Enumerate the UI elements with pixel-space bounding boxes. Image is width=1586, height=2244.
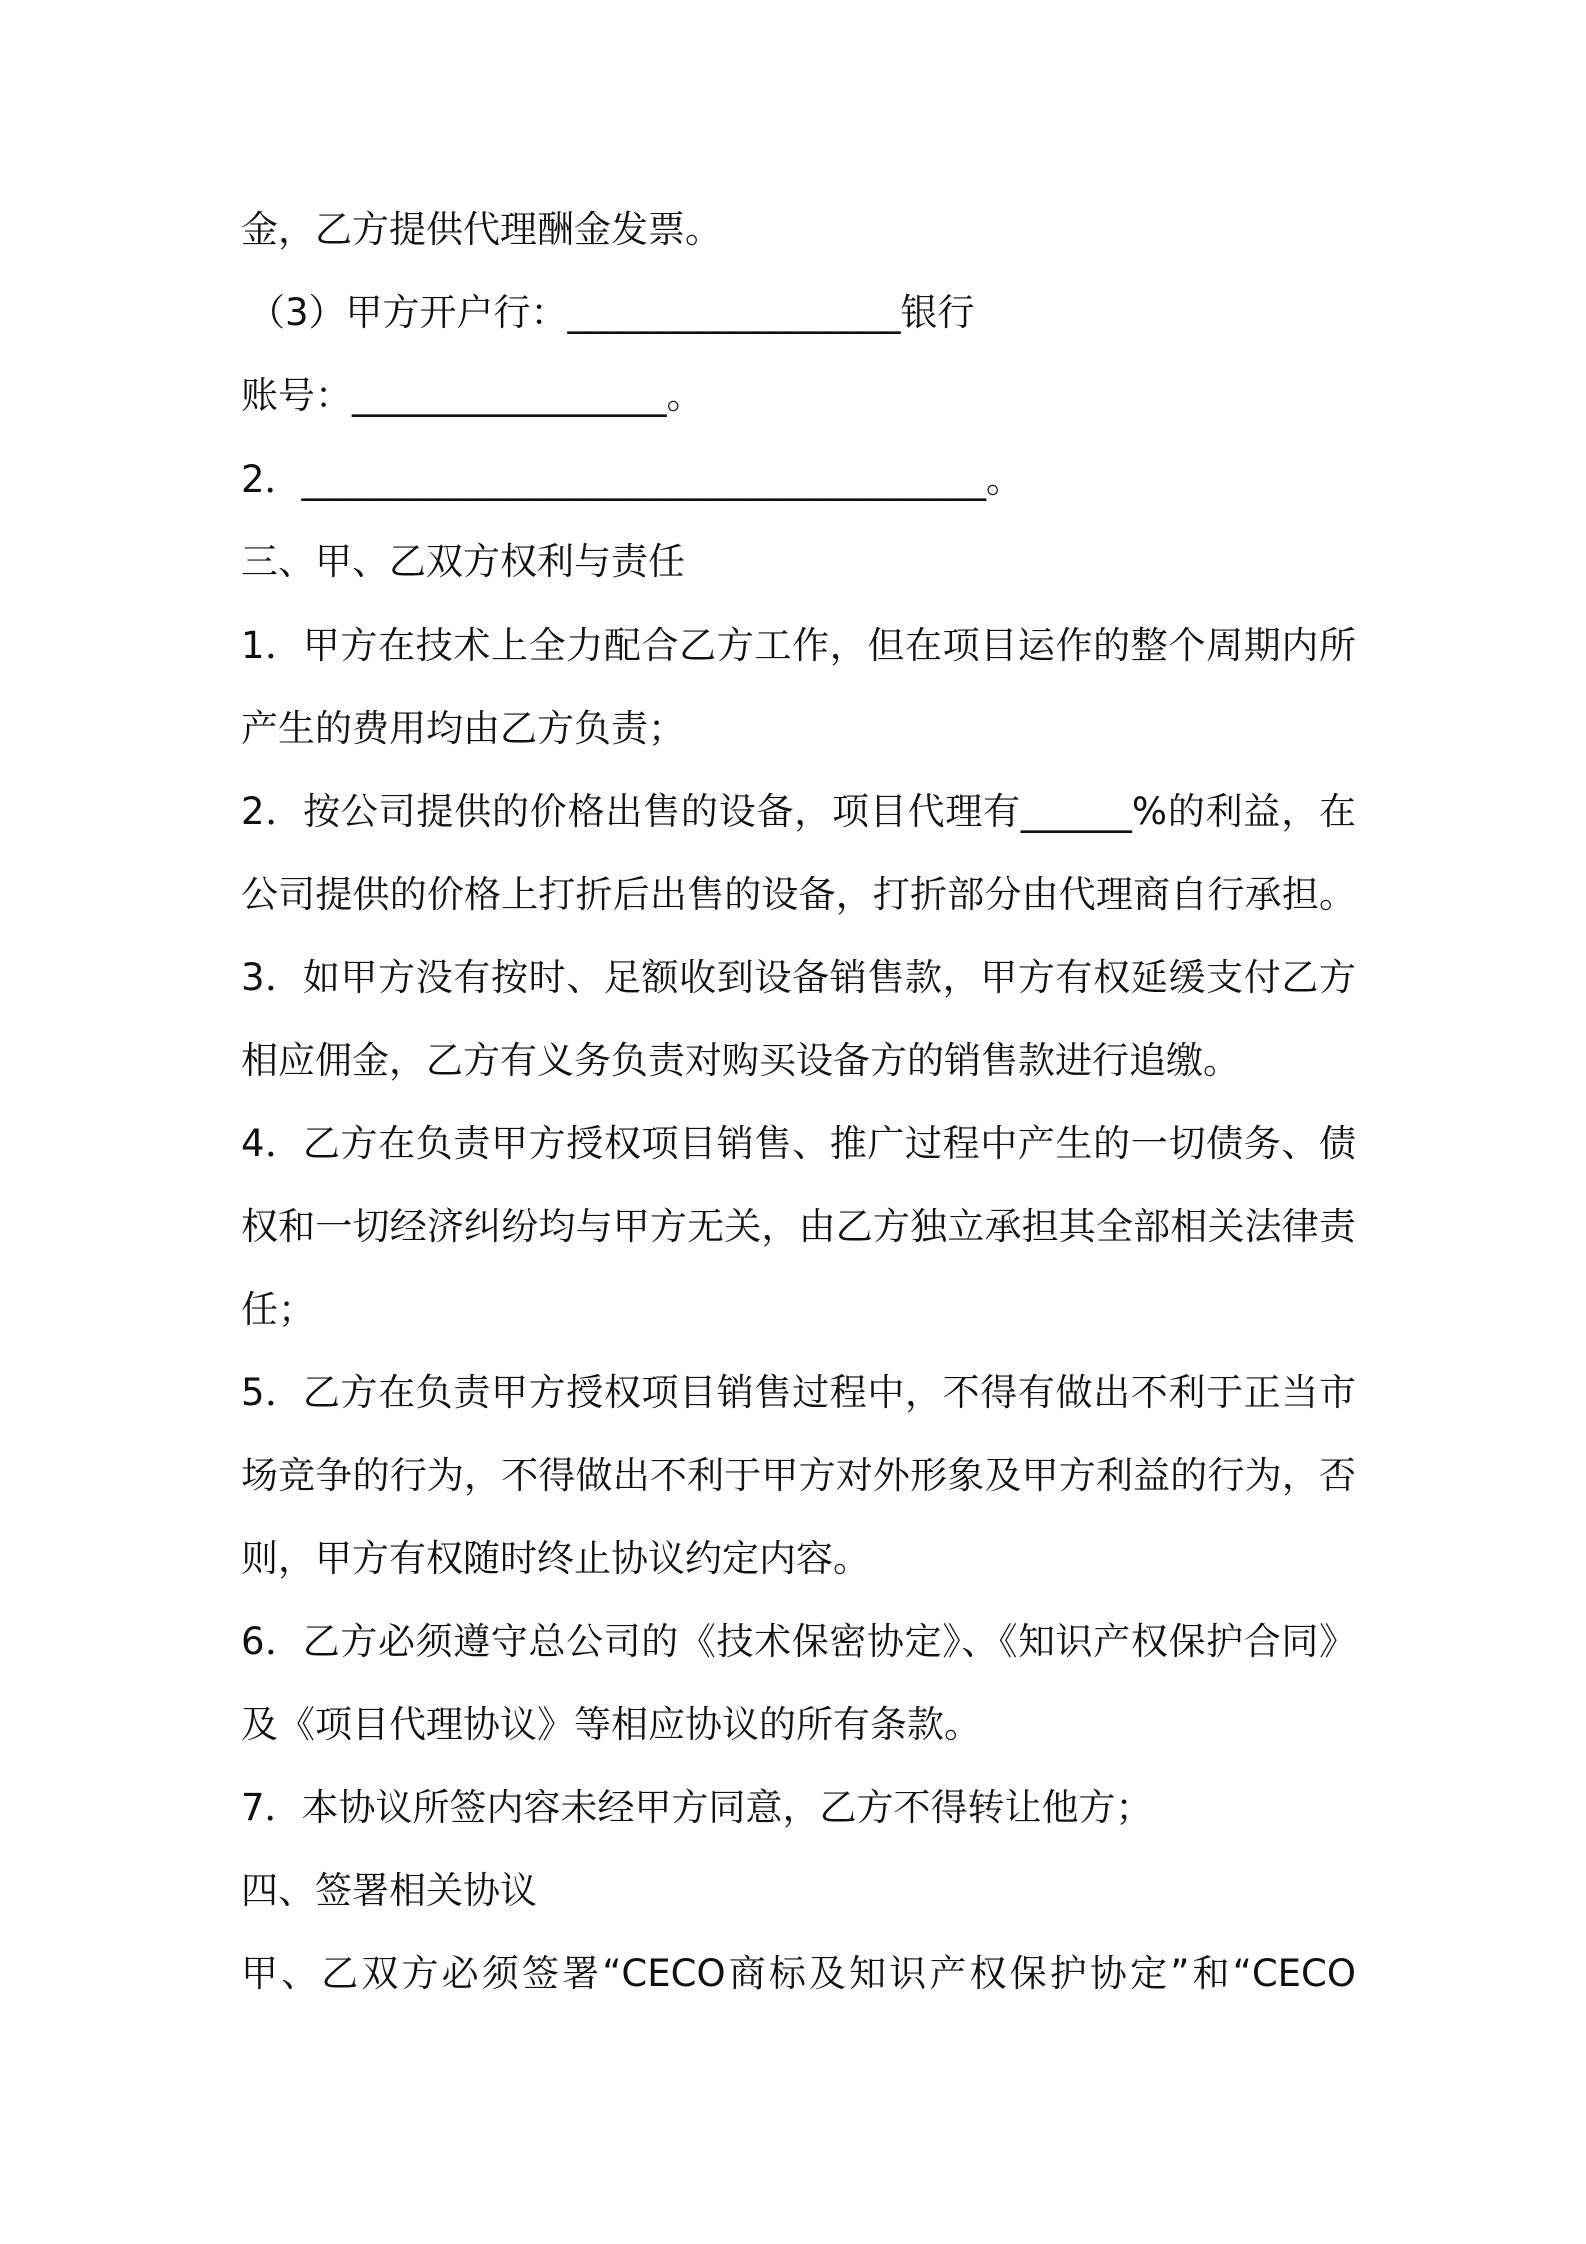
text-line-7: 产生的费用均由乙方负责； [241,707,685,750]
section-heading-agreements: 四、签署相关协议 [241,1869,537,1912]
text-line-12: 4．乙方在负责甲方授权项目销售、推广过程中产生的一切债务、债 [241,1122,1356,1165]
text-line-11: 相应佣金，乙方有义务负责对购买设备方的销售款进行追缴。 [241,1039,1240,1082]
text-line-8: 2．按公司提供的价格出售的设备，项目代理有______%的利益，在 [241,790,1356,833]
text-line-6: 1．甲方在技术上全力配合乙方工作，但在项目运作的整个周期内所 [241,624,1356,667]
text-line-15: 5．乙方在负责甲方授权项目销售过程中，不得有做出不利于正当市 [241,1371,1356,1414]
text-line-2: （3）甲方开户行：__________________银行 [248,291,975,334]
text-line-17: 则，甲方有权随时终止协议约定内容。 [241,1537,870,1580]
section-heading-rights: 三、甲、乙双方权利与责任 [241,540,685,583]
text-line-20: 7．本协议所签内容未经甲方同意，乙方不得转让他方； [241,1786,1153,1829]
text-line-9: 公司提供的价格上打折后出售的设备，打折部分由代理商自行承担。 [241,873,1356,916]
text-line-22: 甲、乙双方必须签署“CECO商标及知识产权保护协定”和“CECO [241,1952,1356,1995]
text-line-16: 场竞争的行为，不得做出不利于甲方对外形象及甲方利益的行为，否 [241,1454,1356,1497]
text-line-14: 任； [241,1288,315,1331]
text-line-19: 及《项目代理协议》等相应协议的所有条款。 [241,1703,981,1746]
text-line-13: 权和一切经济纠纷均与甲方无关，由乙方独立承担其全部相关法律责 [241,1205,1356,1248]
text-line-1: 金，乙方提供代理酬金发票。 [241,208,722,251]
text-line-10: 3．如甲方没有按时、足额收到设备销售款，甲方有权延缓支付乙方 [241,956,1356,999]
text-line-4: 2．_____________________________________。 [241,458,1024,501]
text-line-3: 账号：_________________。 [241,374,704,417]
text-line-18: 6．乙方必须遵守总公司的《技术保密协定》、《知识产权保护合同》 [241,1620,1356,1663]
